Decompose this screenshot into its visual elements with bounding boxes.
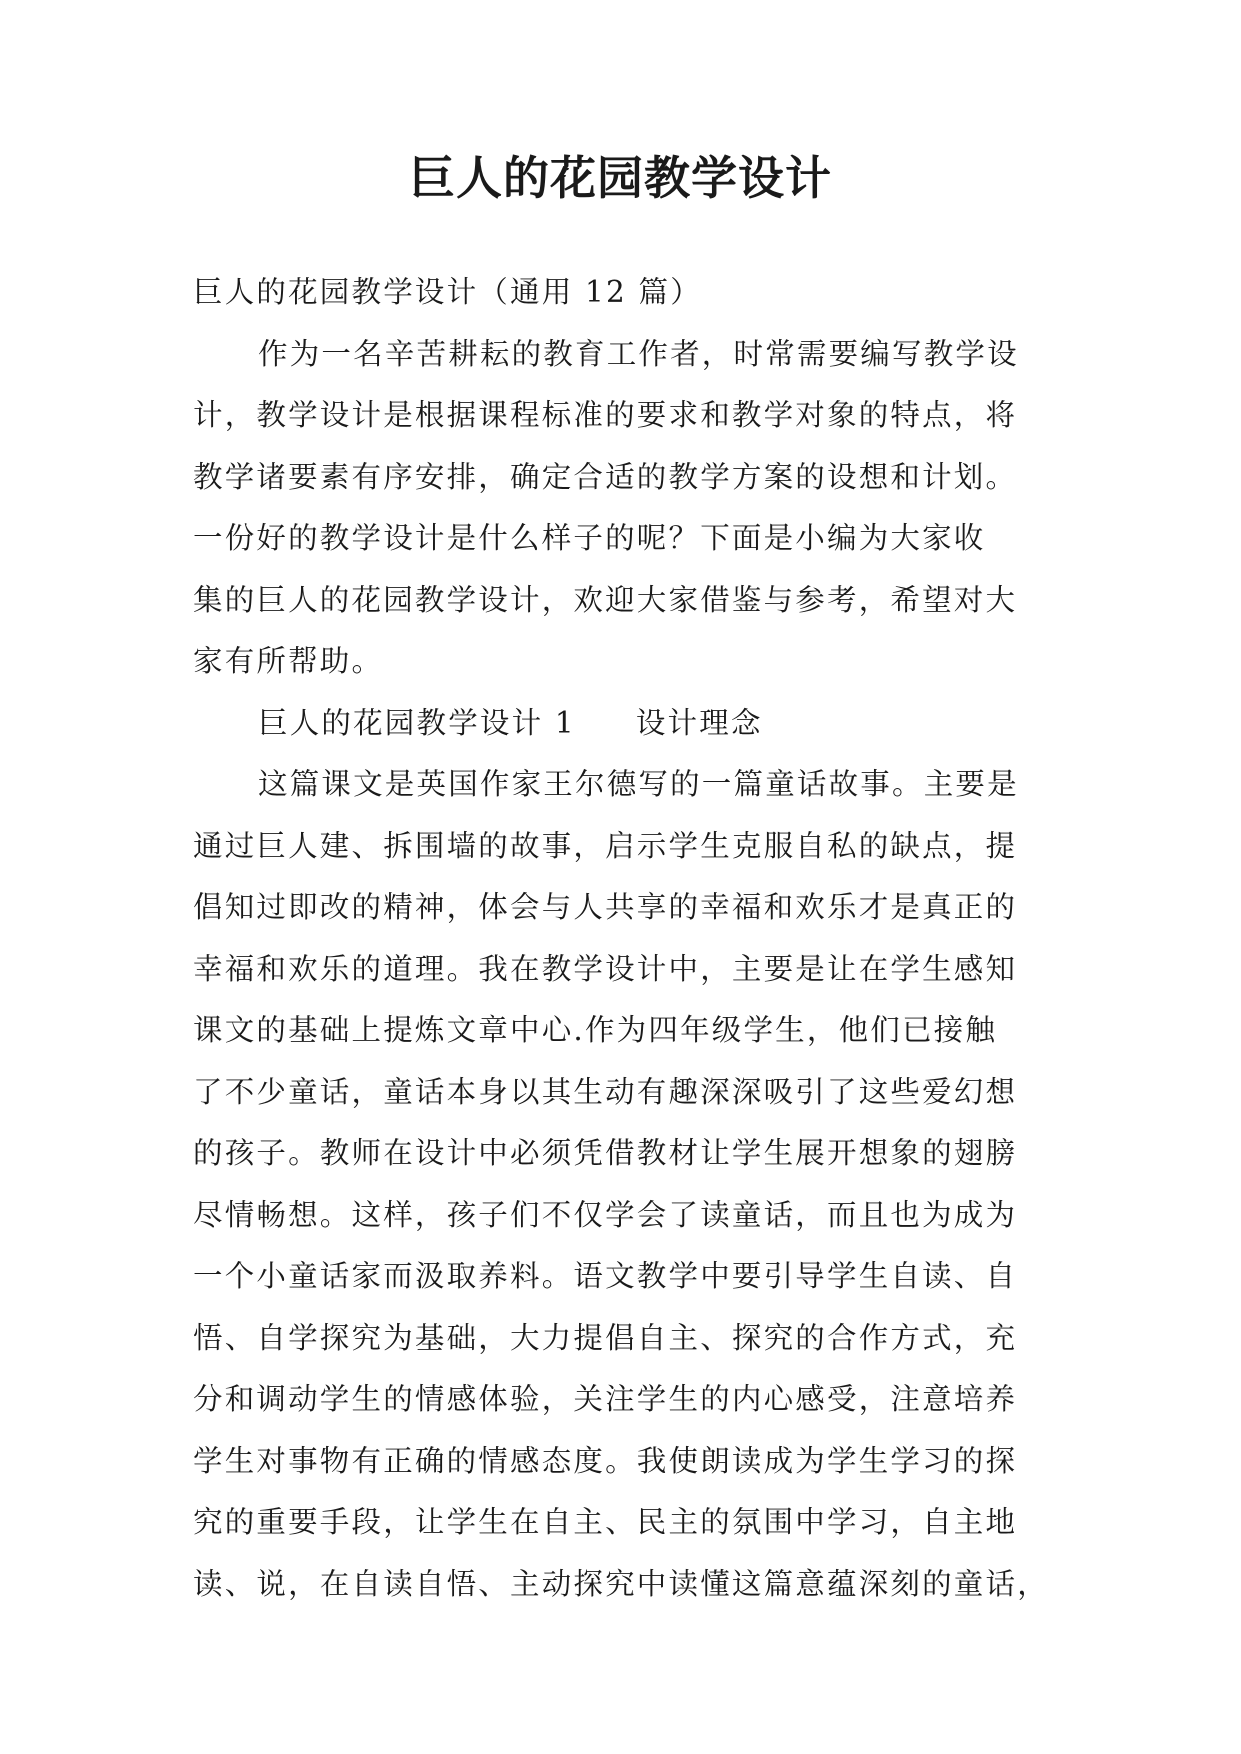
body-line: 一个小童话家而汲取养料。语文教学中要引导学生自读、自 [193, 1259, 1018, 1293]
body-line: 了不少童话，童话本身以其生动有趣深深吸引了这些爱幻想 [193, 1074, 1018, 1109]
body-line: 究的重要手段，让学生在自主、民主的氛围中学习，自主地 [193, 1505, 1018, 1539]
document-body [193, 262, 1055, 1615]
intro-line: 集的巨人的花园教学设计，欢迎大家借鉴与参考，希望对大 [193, 582, 1018, 617]
body-line: 幸福和欢乐的道理。我在教学设计中，主要是让在学生感知 [193, 951, 1018, 986]
body-line: 读、说，在自读自悟、主动探究中读懂这篇意蕴深刻的童话， [193, 1566, 1049, 1601]
body-line: 通过巨人建、拆围墙的故事，启示学生克服自私的缺点，提 [193, 828, 1018, 863]
intro-line: 家有所帮助。 [193, 644, 384, 678]
document-subtitle: 巨人的花园教学设计（通用 12 篇） [193, 275, 702, 309]
body-line: 学生对事物有正确的情感态度。我使朗读成为学生学习的探 [193, 1443, 1018, 1478]
body-line: 的孩子。教师在设计中必须凭借教材让学生展开想象的翅膀 [193, 1136, 1018, 1170]
intro-line: 作为一名辛苦耕耘的教育工作者，时常需要编写教学设 [258, 336, 1019, 371]
body-line: 课文的基础上提炼文章中心.作为四年级学生，他们已接触 [193, 1013, 998, 1047]
intro-line: 一份好的教学设计是什么样子的呢？下面是小编为大家收 [193, 521, 986, 555]
intro-line: 计，教学设计是根据课程标准的要求和教学对象的特点，将 [193, 398, 1018, 432]
intro-line: 教学诸要素有序安排，确定合适的教学方案的设想和计划。 [193, 459, 1018, 494]
section-subheading: 设计理念 [635, 705, 763, 740]
body-line: 尽情畅想。这样，孩子们不仅学会了读童话，而且也为成为 [193, 1197, 1018, 1232]
body-line: 分和调动学生的情感体验，关注学生的内心感受，注意培养 [193, 1382, 1018, 1416]
section-heading: 巨人的花园教学设计 1 [258, 705, 576, 740]
body-line: 悟、自学探究为基础，大力提倡自主、探究的合作方式，充 [193, 1320, 1018, 1355]
section-heading-line [193, 693, 1055, 755]
body-line: 这篇课文是英国作家王尔德写的一篇童话故事。主要是 [258, 767, 1019, 801]
body-line: 倡知过即改的精神，体会与人共享的幸福和欢乐才是真正的 [193, 890, 1018, 924]
document-title: 巨人的花园教学设计 [409, 151, 832, 205]
